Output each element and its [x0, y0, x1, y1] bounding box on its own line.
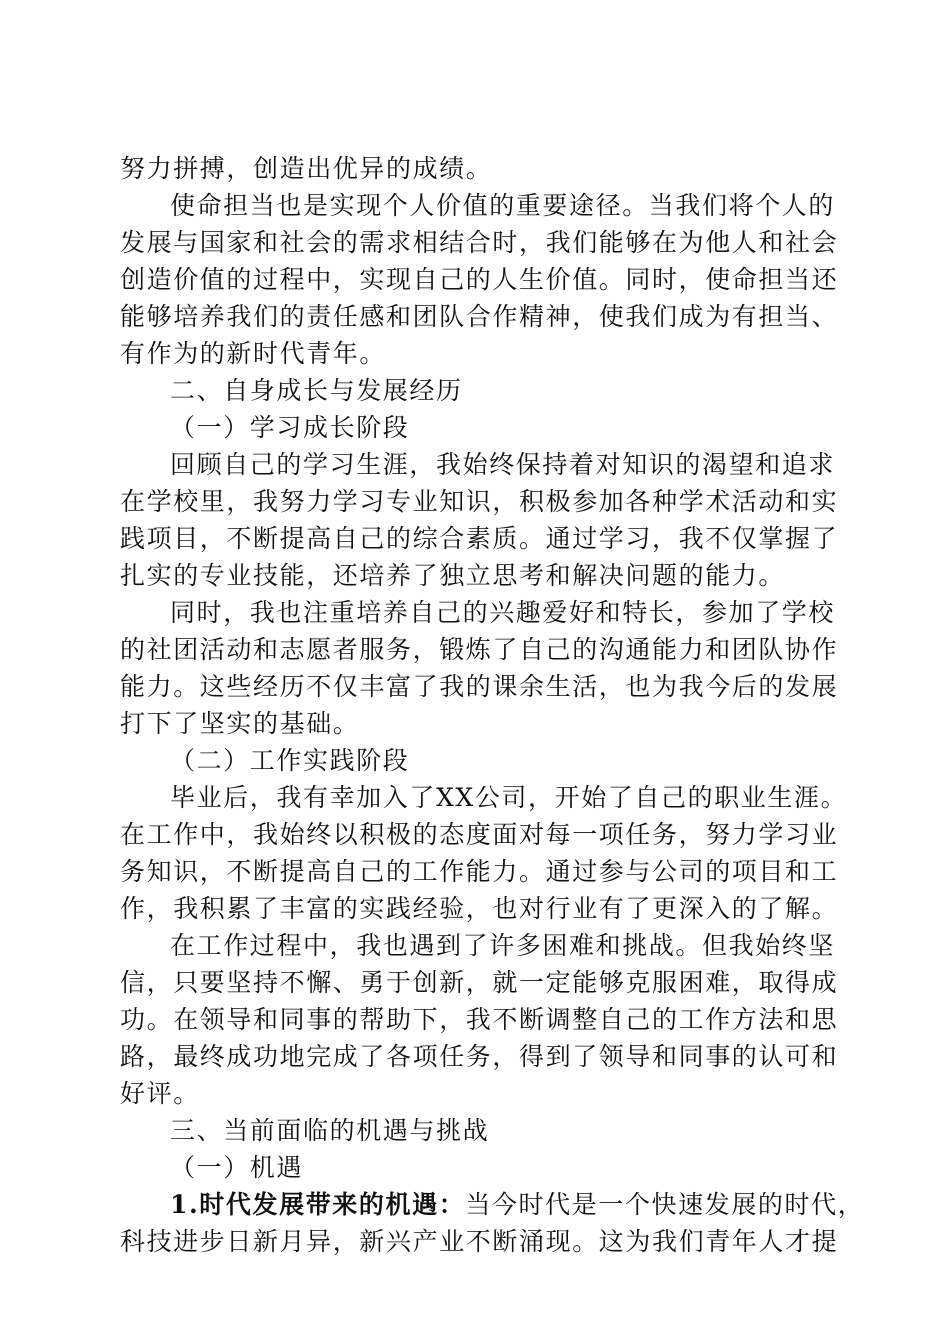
text-line: 能力。这些经历不仅丰富了我的课余生活，也为我今后的发展: [120, 672, 839, 701]
text-line: 路，最终成功地完成了各项任务，得到了领导和同事的认可和: [120, 1042, 839, 1071]
text-line: 功。在领导和同事的帮助下，我不断调整自己的工作方法和思: [120, 1005, 839, 1034]
text-line: 努力拼搏，创造出优异的成绩。: [120, 154, 493, 183]
text-line: 毕业后，我有幸加入了XX公司，开始了自己的职业生涯。: [170, 783, 848, 812]
text-line: [120, 1186, 865, 1223]
text-line: 践项目，不断提高自己的综合素质。通过学习，我不仅掌握了: [120, 524, 839, 553]
text-line: 信，只要坚持不懈、勇于创新，就一定能够克服困难，取得成: [120, 968, 839, 997]
subsection-heading: （一）学习成长阶段: [170, 413, 410, 442]
text-line: 发展与国家和社会的需求相结合时，我们能够在为他人和社会: [120, 228, 839, 257]
text-line: 作，我积累了丰富的实践经验，也对行业有了更深入的了解。: [120, 894, 839, 923]
subsection-heading: （二）工作实践阶段: [170, 746, 410, 775]
document-body: [120, 150, 865, 1260]
text-line: 有作为的新时代青年。: [120, 339, 387, 368]
text-line: 的社团活动和志愿者服务，锻炼了自己的沟通能力和团队协作: [120, 635, 839, 664]
text-line: 好评。: [120, 1079, 200, 1108]
text-line: 扎实的专业技能，还培养了独立思考和解决问题的能力。: [120, 561, 786, 590]
section-heading: 三、当前面临的机遇与挑战: [170, 1116, 490, 1145]
text-line: 打下了坚实的基础。: [120, 709, 360, 738]
text-line: 回顾自己的学习生涯，我始终保持着对知识的渴望和追求: [170, 450, 836, 479]
text-line: 能够培养我们的责任感和团队合作精神，使我们成为有担当、: [120, 302, 839, 331]
text-line: 在学校里，我努力学习专业知识，积极参加各种学术活动和实: [120, 487, 839, 516]
section-heading: 二、自身成长与发展经历: [170, 376, 463, 405]
text-line: 务知识，不断提高自己的工作能力。通过参与公司的项目和工: [120, 857, 839, 886]
text-line: 同时，我也注重培养自己的兴趣爱好和特长，参加了学校: [170, 598, 836, 627]
text-line: 在工作中，我始终以积极的态度面对每一项任务，努力学习业: [120, 820, 839, 849]
bold-lead: 1.时代发展带来的机遇：: [170, 1190, 466, 1219]
text-line: 使命担当也是实现个人价值的重要途径。当我们将个人的: [170, 191, 836, 220]
text-line: 创造价值的过程中，实现自己的人生价值。同时，使命担当还: [120, 265, 839, 294]
subsection-heading: （一）机遇: [170, 1153, 304, 1182]
text-line: 科技进步日新月异，新兴产业不断涌现。这为我们青年人才提: [120, 1227, 839, 1256]
text-run: 当今时代是一个快速发展的时代，: [465, 1190, 865, 1219]
text-line: 在工作过程中，我也遇到了许多困难和挑战。但我始终坚: [170, 931, 836, 960]
